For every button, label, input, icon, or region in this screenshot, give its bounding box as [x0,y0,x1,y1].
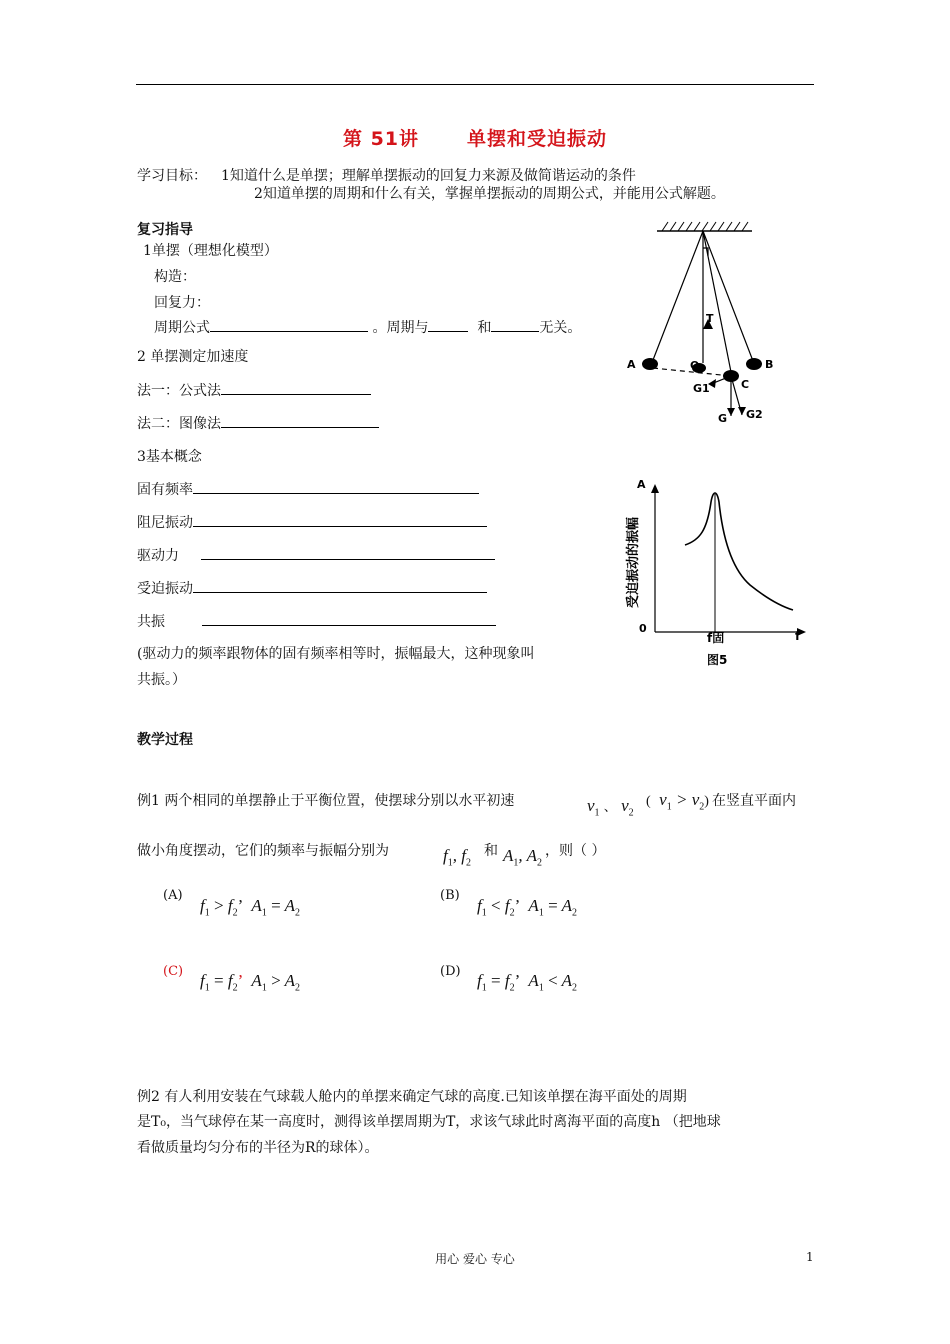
goals-line-1 [137,165,636,185]
bob-a [642,358,658,370]
ex1-line-1: 例1 两个相同的单摆静止于平衡位置，使摆球分别以水平初速 [137,793,515,809]
ex2-line-1: 例2 有人利用安装在气球载人舱内的单摆来确定气球的高度.已知该单摆在海平面处的周期 [137,1089,687,1105]
figure-caption: 图5 [707,653,728,667]
goals-label: 学习目标： [137,168,207,184]
option-b[interactable]: $f_1 < f_2$’ $A_1 = A_2$ [477,896,577,919]
bob-b [746,358,762,370]
option-c-key[interactable]: (C) [163,964,184,979]
period-formula-line: 周期公式 。周期与 和 无关。 [154,317,581,337]
label-b: B [765,358,774,371]
natural-frequency-label: f固 [707,631,725,645]
construct-label: 构造： [154,269,196,285]
amplitude-curve [685,493,793,610]
restoring-force-label: 回复力： [154,295,210,311]
x-axis-label: f [795,629,801,643]
ex1-line-1-end: 在竖直平面内 [712,793,796,809]
string-b [703,231,753,361]
concept-forced-vibration: 受迫振动 [137,578,487,598]
pendulum-figure [615,218,815,428]
label-g1: G1 [693,382,710,395]
option-a[interactable]: $f_1 > f_2$’ $A_1 = A_2$ [200,896,300,919]
ex1-line-2: 做小角度摆动，它们的频率与振幅分别为 [137,843,389,859]
ex2-line-3: 看做质量均匀分布的半径为R的球体）。 [137,1140,379,1156]
section-3-title: 3基本概念 [137,449,202,465]
ex1-velocities: $v_1$ 、 $v_2$ [587,796,634,819]
option-b-key[interactable]: (B) [440,888,460,903]
option-d[interactable]: $f_1 = f_2$’ $A_1 < A_2$ [477,971,577,994]
y-axis-top: A [637,478,646,491]
blank-1 [428,317,468,332]
label-g: G [718,412,728,425]
period-blank [210,317,368,332]
option-c[interactable]: $f_1 = f_2$’ $A_1 > A_2$ [200,971,300,994]
ex1-amplitudes: $A_1$, $A_2$ [503,846,542,869]
method-2: 法二：图像法 [137,413,379,433]
label-c: C [741,378,750,391]
resonance-note-2: 共振。） [137,672,186,688]
label-g2: G2 [746,408,763,421]
header-rule [136,84,814,85]
concept-driving-force: 驱动力 [137,545,495,565]
goal-2: 2知道单摆的周期和什么有关，掌握单摆振动的周期公式，并能用公式解题。 [254,186,725,202]
option-d-key[interactable]: (D) [440,964,461,979]
label-o: O [690,359,700,372]
y-axis-label: 受迫振动的振幅 [626,516,641,608]
ex1-velocity-relation: ( $v_1 > v_2$) [646,790,709,813]
goal-1: 1知道什么是单摆；理解单摆振动的回复力来源及做简谐运动的条件 [221,168,636,184]
blank-2 [491,317,539,332]
concept-resonance: 共振 [137,611,496,631]
footer-text: 用心 爱心 专心 [435,1252,515,1266]
resonance-note-1: (驱动力的频率跟物体的固有频率相等时，振幅最大，这种现象叫 [137,646,535,662]
concept-damped-vibration: 阻尼振动 [137,512,487,532]
lecture-number: 第 51讲 [342,128,420,150]
label-t: T [706,312,714,325]
string-a [653,231,703,360]
ex2-line-2: 是T₀，当气球停在某一高度时，测得该单摆周期为T，求该气球此时离海平面的高度h （把地球 [137,1114,721,1130]
page-number: 1 [806,1250,814,1264]
method-1: 法一：公式法 [137,380,371,400]
ex1-frequencies: $f_1$, $f_2$ [443,846,471,869]
ex1-and: 和 [484,843,498,859]
string-c [703,231,731,372]
resonance-figure [615,460,815,675]
ceiling-hatch [662,222,748,231]
review-heading: 复习指导 [137,222,193,238]
concept-natural-frequency: 固有频率 [137,479,479,499]
origin-label: 0 [639,622,647,635]
page-title [0,124,950,151]
lecture-title: 单摆和受迫振动 [467,128,608,150]
section-2-title: 2 单摆测定加速度 [137,349,249,365]
ex1-line-2-end: ，则（ ） [545,843,606,859]
teaching-heading: 教学过程 [137,732,193,748]
bob-c [723,370,739,382]
option-a-key[interactable]: (A) [163,888,183,903]
label-a: A [627,358,636,371]
section-1-title: 1单摆（理想化模型） [143,243,278,259]
